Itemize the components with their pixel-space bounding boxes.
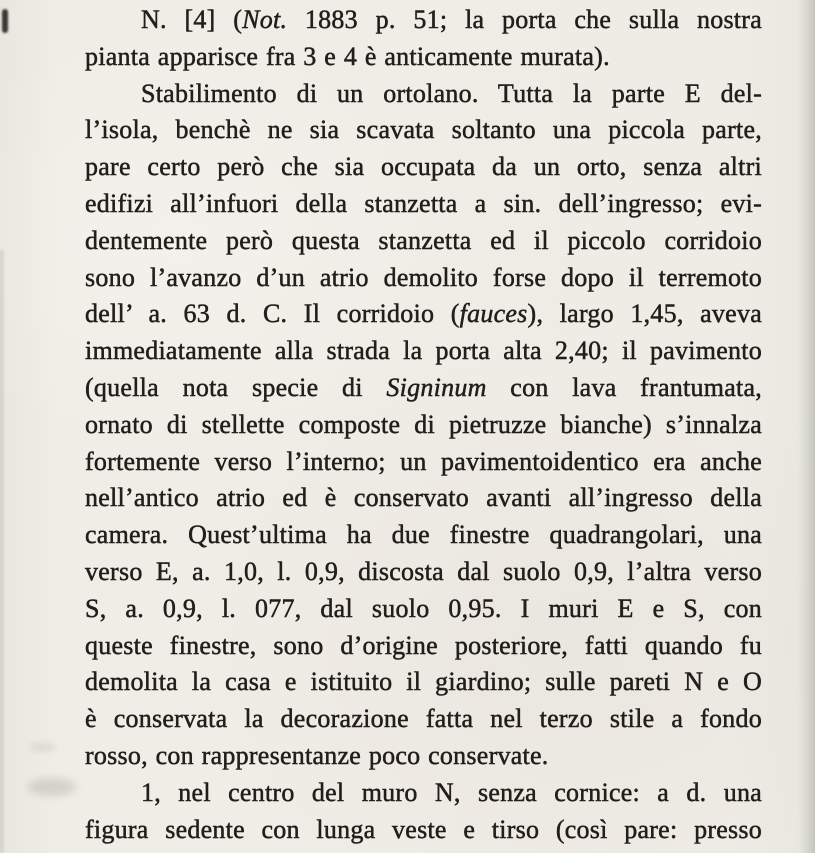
text-run: queste finestre, sono d’origine posteriore, fatti quando fu <box>85 630 762 660</box>
text-line-12 <box>85 407 762 444</box>
page-edge-left <box>0 250 5 853</box>
text-run: è conservata la decorazione fatta nel terzo stile a fondo <box>85 704 762 734</box>
text-run: edifizi all’infuori della stanzetta a sin. dell’ingresso; evi- <box>85 188 762 218</box>
text-line-7 <box>85 223 762 260</box>
text-line-2 <box>85 39 762 76</box>
text-line-21 <box>85 738 762 775</box>
text-run: demolita la casa e istituito il giardino; sulle pareti N e O <box>85 667 762 697</box>
scan-smudge <box>28 778 76 796</box>
text-line-6 <box>85 186 762 223</box>
text-line-1 <box>85 2 762 39</box>
text-line-8 <box>85 260 762 297</box>
text-run: (quella nota specie di <box>85 372 387 402</box>
text-line-11 <box>85 370 762 407</box>
scan-mark <box>2 9 8 33</box>
text-run: dentemente però questa stanzetta ed il piccolo corridoio <box>85 225 762 255</box>
text-line-23 <box>85 812 762 849</box>
text-run: Stabilimento di un ortolano. Tutta la parte E del- <box>141 78 762 108</box>
text-run: rosso, con rappresentanze poco conservate. <box>85 740 549 770</box>
text-run: camera. Quest’ultima ha due finestre quadrangolari, una <box>85 520 762 550</box>
italic-term: fauces <box>459 299 528 329</box>
text-line-3 <box>85 76 762 113</box>
text-line-20 <box>85 701 762 738</box>
text-line-14 <box>85 480 762 517</box>
text-line-9 <box>85 296 762 333</box>
text-line-13 <box>85 444 762 481</box>
text-line-22 <box>85 775 762 812</box>
text-line-19 <box>85 664 762 701</box>
text-line-5 <box>85 149 762 186</box>
page-edge-right <box>798 0 815 853</box>
italic-term: Not. <box>242 5 288 34</box>
text-run: ornato di stellette composte di pietruzze bianche) s’innalza <box>85 409 762 439</box>
text-line-17 <box>85 591 762 628</box>
text-line-16 <box>85 554 762 591</box>
text-run: sono l’avanzo d’un atrio demolito forse dopo il terremoto <box>85 262 762 292</box>
text-run: fortemente verso l’interno; un pavimentoidentico era anche <box>85 446 762 476</box>
text-line-18 <box>85 628 762 665</box>
italic-term: Signinum <box>386 372 487 402</box>
text-run: dell’ a. 63 d. C. Il corridoio ( <box>85 299 460 329</box>
text-run: nell’antico atrio ed è conservato avanti all’ingresso della <box>85 483 762 513</box>
text-run: 1883 p. 51; la porta che sulla nostra <box>287 5 762 34</box>
text-run: N. [4] ( <box>141 5 243 34</box>
scan-smudge <box>30 742 56 752</box>
text-run: pianta apparisce fra 3 e 4 è anticamente murata). <box>85 41 610 71</box>
text-line-10 <box>85 333 762 370</box>
text-run: 1, nel centro del muro N, senza cornice: a d. una <box>141 777 762 807</box>
text-line-15 <box>85 517 762 554</box>
text-run: immediatamente alla strada la porta alta 2,40; il pavimento <box>85 336 762 366</box>
text-run: con lava frantumata, <box>486 372 763 402</box>
text-run: figura sedente con lunga veste e tirso (così pare: presso <box>85 814 762 844</box>
text-run: l’isola, benchè ne sia scavata soltanto una piccola parte, <box>85 115 762 145</box>
page-text <box>85 2 762 848</box>
text-run: S, a. 0,9, l. 077, dal suolo 0,95. I muri E e S, con <box>85 593 762 623</box>
text-run: verso E, a. 1,0, l. 0,9, discosta dal suolo 0,9, l’altra verso <box>85 556 762 586</box>
text-run: ), largo 1,45, aveva <box>527 299 762 329</box>
text-line-4 <box>85 112 762 149</box>
text-run: pare certo però che sia occupata da un orto, senza altri <box>85 152 762 182</box>
